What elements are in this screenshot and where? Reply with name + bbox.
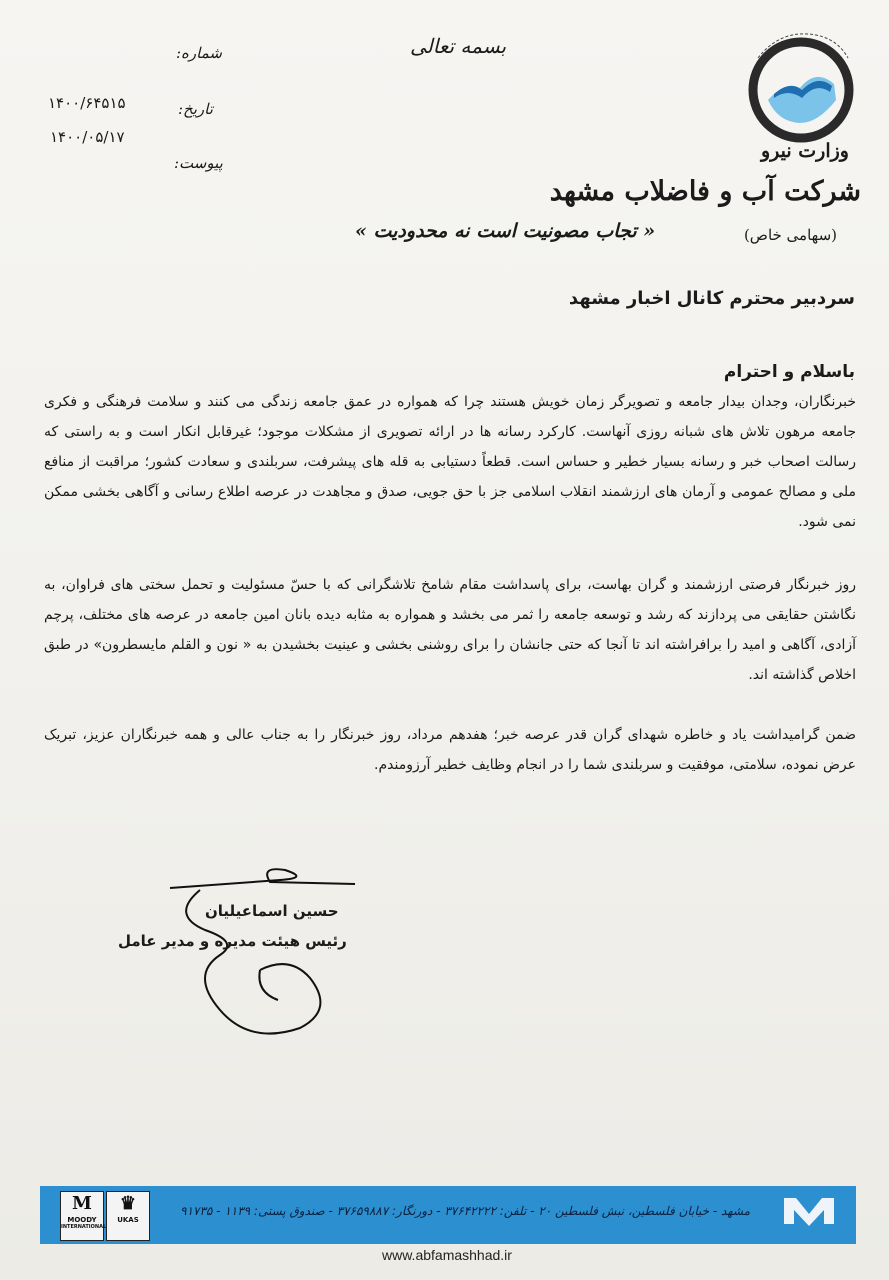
letter-greeting: باسلام و احترام: [723, 362, 855, 382]
paragraph-1: خبرنگاران، وجدان بیدار جامعه و تصویرگر زمان خویش هستند چرا که همواره در عمق جامعه زندگی می کنند و سلامت فرهنگی و فکری جامعه مرهون تلاش های شبانه روزی آنهاست. کارکرد رسانه ها در ارائه تصویری از مشکلات موجود؛ غیرقابل انکار است و به راستی که رسالت اصحاب خبر و رسانه بسیار خطیر و حساس است. قطعاً دستیابی به قله های پیشرفت، سربلندی و سعادت کشور؛ مراقبت از منافع ملی و مصالح عمومی و آرمان های ارزشمند انقلاب اسلامی جز با حق جویی، صدق و مجاهدت در عرصه اطلاع رسانی و آگاهی بخشی ممکن نمی شود.: [44, 394, 856, 530]
bismillah-heading: بسمه تعالی: [410, 34, 507, 58]
company-logo: [738, 28, 864, 146]
handwritten-signature: [160, 860, 360, 1050]
iso-m-logo-icon: [776, 1190, 842, 1234]
letter-recipient: سردبیر محترم کانال اخبار مشهد: [568, 288, 855, 309]
ukas-crown-icon: ♛: [119, 1193, 137, 1214]
website-link[interactable]: www.abfamashhad.ir: [382, 1247, 512, 1263]
ukas-cert-label: UKAS: [117, 1216, 139, 1224]
signatory-title: رئیس هیئت مدیره و مدیر عامل: [118, 932, 347, 950]
moody-cert-sub: INTERNATIONAL: [61, 1224, 107, 1230]
signatory-name: حسین اسماعیلیان: [205, 902, 339, 920]
moody-logo-icon: M: [72, 1193, 92, 1214]
letter-date: ۱۴۰۰/۰۵/۱۷: [50, 128, 125, 146]
water-drop-logo-icon: [738, 28, 864, 146]
date-label: تاریخ:: [178, 100, 213, 118]
moody-cert-badge: [60, 1191, 107, 1241]
company-type: (سهامی خاص): [743, 226, 837, 244]
moody-cert-label: MOODY: [67, 1216, 97, 1224]
letter-number: ۱۴۰۰/۶۴۵۱۵: [48, 94, 126, 112]
ministry-name: وزارت نیرو: [761, 140, 849, 162]
number-label: شماره:: [176, 44, 222, 62]
ukas-cert-badge: [106, 1191, 150, 1241]
paragraph-2: روز خبرنگار فرصتی ارزشمند و گران بهاست، برای پاسداشت مقام شامخ تلاشگرانی که با حسّ مسئولیت و تحمل سختی های فراوان، به نگاشتن حقایقی می پردازند که رشد و توسعه جامعه را ثمر می بخشد و همواره به مثابه دیده بانان امین جامعه در عرصه های مختلف، پرچم آزادی، آگاهی و امید را برافراشته اند تا آنجا که حتی جانشان را برای روشنی بخشی و عینیت بخشیدن به « نون و القلم مایسطرون» در طبق اخلاص گذاشته اند.: [44, 577, 856, 683]
paragraph-3: ضمن گرامیداشت یاد و خاطره شهدای گران قدر عرصه خبر؛ هفدهم مرداد، روز خبرنگار را به جناب عالی و همه خبرنگاران عزیز، تبریک عرض نموده، سلامتی، موفقیت و سربلندی شما را در انجام وظایف خطیر آرزومندم.: [44, 727, 856, 773]
footer-address: مشهد - خیابان فلسطین، نبش فلسطین ۲۰ - تلفن: ۳۷۶۴۲۲۲۲ - دورنگار: ۳۷۶۵۹۸۸۷ - صندوق پستی: ۱۱۳۹ - ۹۱۷۳۵: [180, 1204, 750, 1218]
attachment-label: پیوست:: [174, 154, 223, 172]
company-name: شرکت آب و فاضلاب مشهد: [549, 176, 861, 207]
hijab-slogan: « تجاب مصونیت است نه محدودیت »: [355, 220, 656, 242]
